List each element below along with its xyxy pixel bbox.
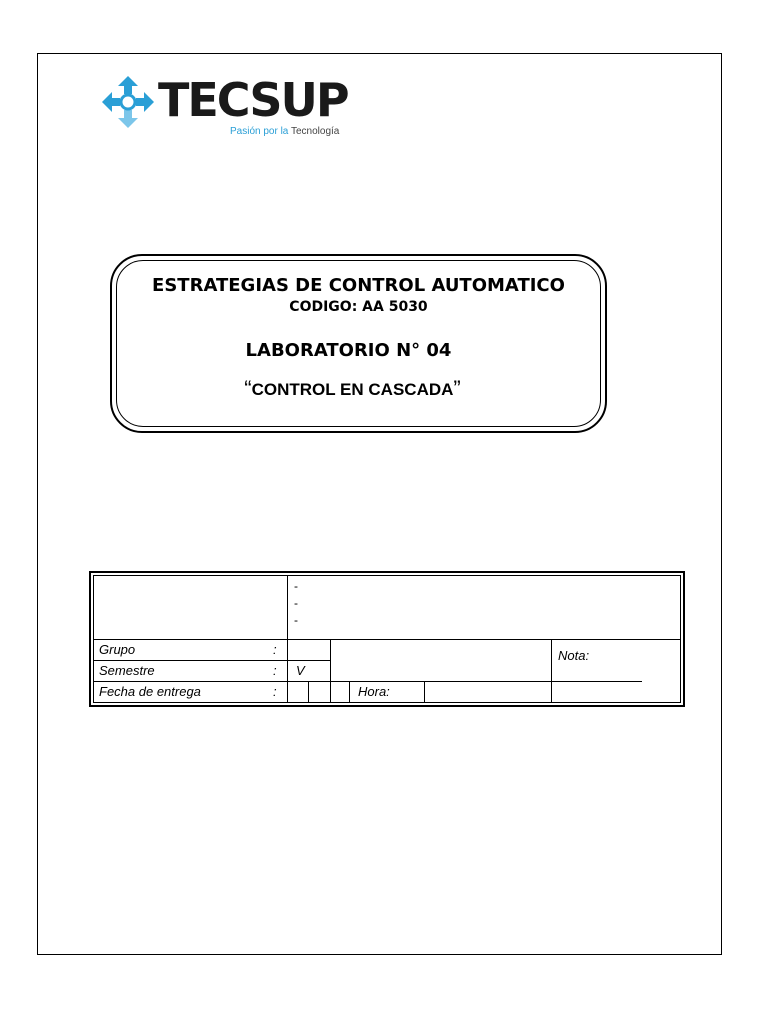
- logo-tagline: [230, 126, 339, 137]
- semestre-value: V: [296, 663, 305, 678]
- lab-number: LABORATORIO N° 04: [245, 340, 452, 361]
- title-box: [110, 254, 607, 433]
- lab-subtitle: [106, 376, 599, 402]
- open-quote: “: [244, 376, 252, 401]
- member-2: -: [294, 596, 298, 610]
- semestre-colon: :: [273, 663, 277, 678]
- page-border: [37, 53, 722, 955]
- member-3: -: [294, 613, 298, 627]
- hora-label: Hora:: [358, 684, 390, 699]
- nota-label: Nota:: [558, 648, 590, 663]
- fecha-colon: :: [273, 684, 277, 699]
- student-info-table: [89, 571, 685, 707]
- grupo-label: Grupo: [99, 642, 136, 657]
- semestre-label: Semestre: [99, 663, 155, 678]
- tagline-part1: Pasión por la: [230, 126, 289, 137]
- course-code: CODIGO: AA 5030: [289, 299, 428, 315]
- tecsup-emblem-icon: [98, 72, 158, 132]
- fecha-label: Fecha de entrega: [99, 684, 201, 699]
- close-quote: ”: [453, 376, 461, 401]
- tecsup-logo: [98, 72, 358, 142]
- tagline-part2: Tecnología: [290, 126, 340, 137]
- lab-subtitle-text: CONTROL EN CASCADA: [251, 380, 454, 399]
- logo-wordmark: TECSUP: [158, 73, 348, 127]
- grupo-colon: :: [273, 642, 277, 657]
- member-1: -: [294, 579, 298, 593]
- course-title: ESTRATEGIAS DE CONTROL AUTOMATICO: [152, 275, 565, 296]
